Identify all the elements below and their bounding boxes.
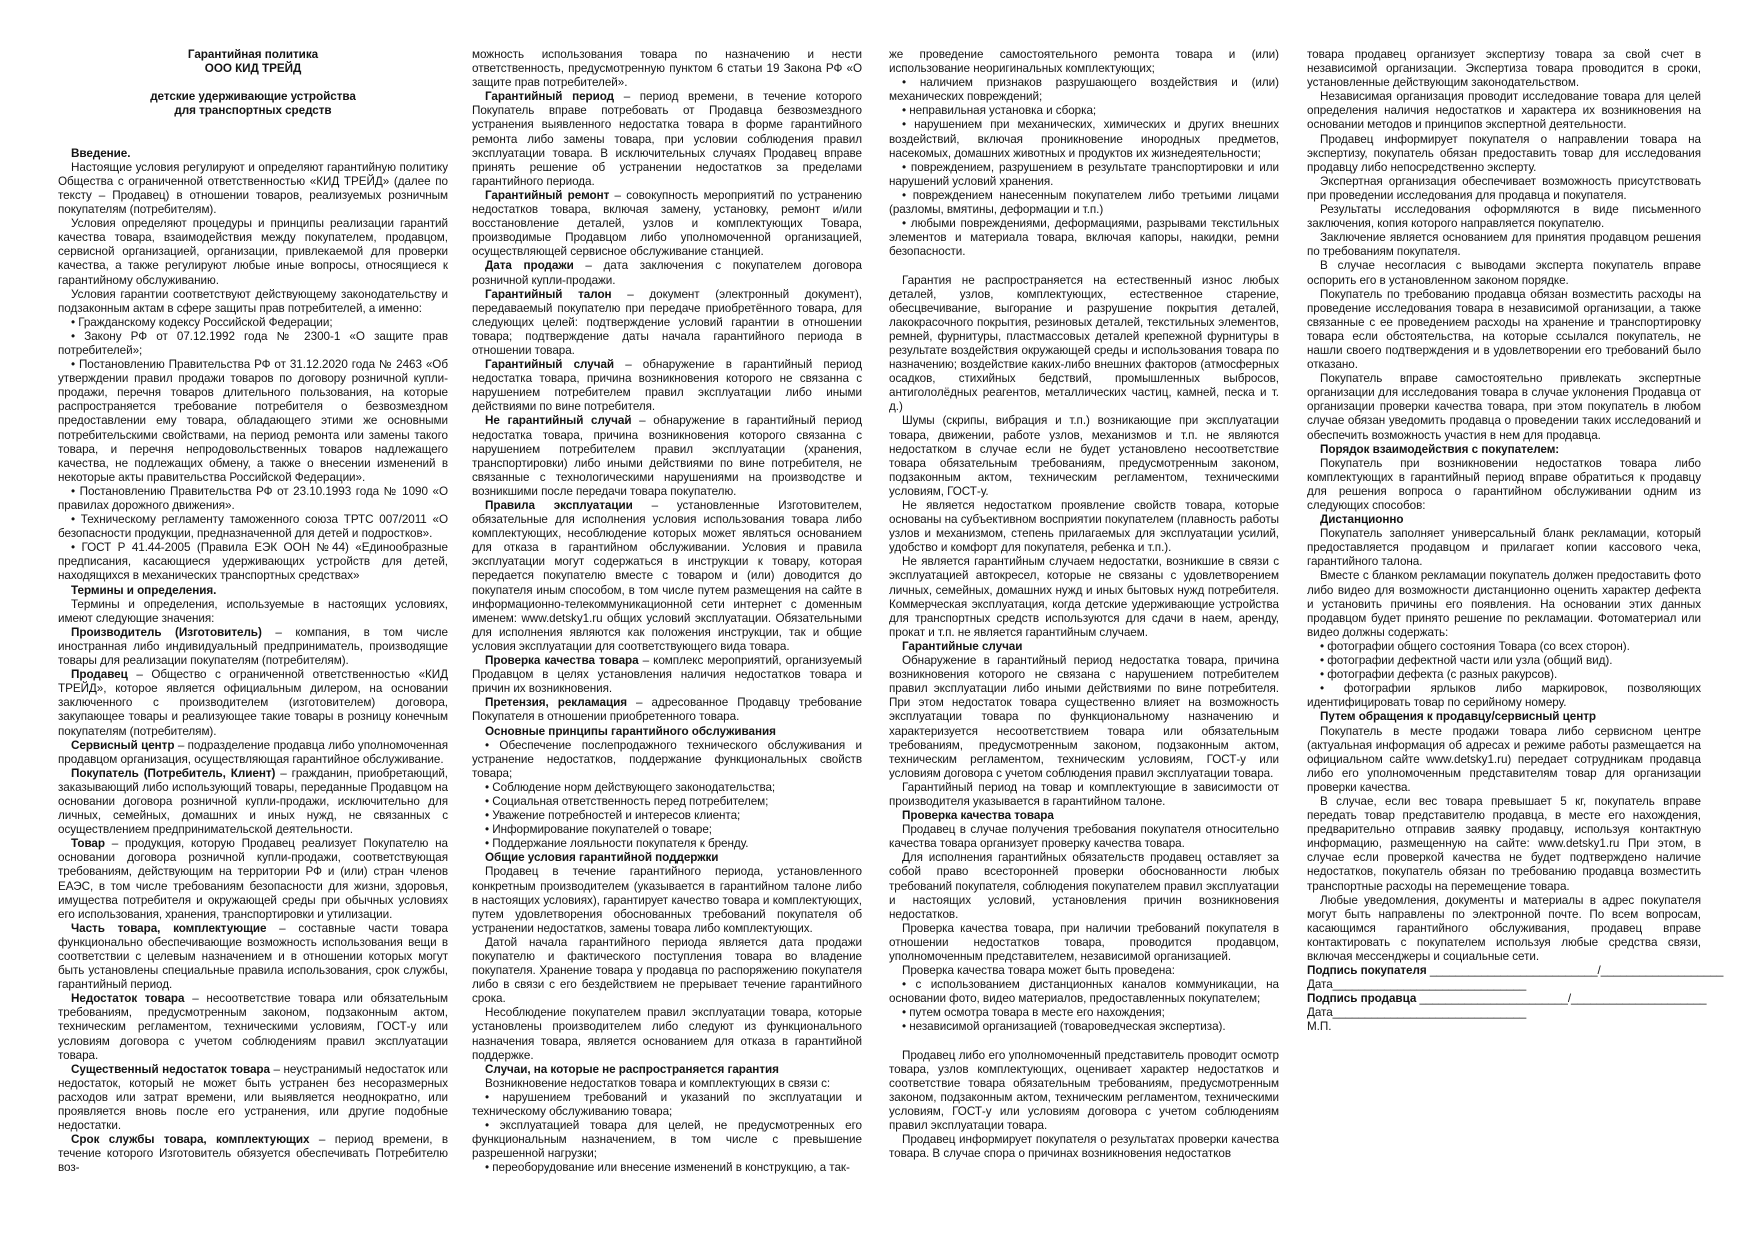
term-text: – компания, в том числе иностранная либо индивидуальный предприниматель, производящие товары для реализации покупателям (потребителям). xyxy=(58,625,448,668)
term-definition xyxy=(472,189,862,259)
paragraph: Для исполнения гарантийных обязательств продавец оставляет за собой право всесторонней проверки обоснованности любых требований покупателя, соблюдения покупателем правил эксплуатации и настоящих условий, установления причин возникновения недостатков. xyxy=(889,851,1279,921)
bullet-item: • повреждением нанесенным покупателем либо третьими лицами (разломы, вмятины, деформации и т.п.) xyxy=(889,188,1279,217)
bullet-item: • Поддержание лояльности покупателя к бренду. xyxy=(485,837,749,851)
term-text: – продукция, которую Продавец реализует Покупателю на основании договора розничной купли-продажи, соответствующая требованиям, действующим на территории РФ и (или) стран членов ЕАЭС, в том числе требованиям безопасности для жизни, здоровья, имущества потребителя и окружающей среды при обычных условиях его использования, хранения, транспортировки и утилизации. xyxy=(58,837,448,921)
term-name: Производитель (Изготовитель) xyxy=(71,625,262,639)
paragraph: Независимая организация проводит исследование товара для целей определения наличия недостатков и характера их возникновения на основании методов и принципов экспертной деятельности. xyxy=(1307,90,1701,132)
bullet-item: • путем осмотра товара в месте его нахождения; xyxy=(902,1006,1165,1020)
term-definition xyxy=(58,837,448,922)
term-text: – гражданин, приобретающий, заказывающий либо использующий товары, переданные Продавцом на основании договора розничной купли-продажи, исключительно для личных, семейных, домашних и иных нужд, не связанных с осуществлением предпринимательской деятельности. xyxy=(58,766,448,837)
term-name: Дата продажи xyxy=(485,259,574,273)
term-name: Срок службы товара, комплектующих xyxy=(71,1133,310,1147)
bullet-item: • нарушением при механических, химических и других внешних воздействий, включая проникновение инородных предметов, насекомых, домашних животных и продуктов их жизнедеятельности; xyxy=(889,118,1279,160)
vertical-gap xyxy=(58,133,448,147)
paragraph: Заключение является основанием для принятия продавцом решения по требованиям покупателя. xyxy=(1307,231,1701,259)
term-text: – период времени, в течение которого Покупатель вправе потребовать от Продавца безвозмездного устранения выявленного недостатка товара в форме гарантийного ремонта либо замены товара, при условии соблюдения правил эксплуатации товара. В исключительных случаях Продавец вправе принять решение об устранении недостатков за пределами гарантийного периода. xyxy=(472,90,863,188)
bullet-item: • неправильная установка и сборка; xyxy=(902,104,1097,118)
paragraph: Условия гарантии соответствуют действующему законодательству и подзаконным актам в сфере защиты прав потребителей, а именно: xyxy=(58,287,448,315)
term-definition xyxy=(472,90,862,189)
paragraph: Покупатель вправе самостоятельно привлекать экспертные организации для исследования товара в случае уклонения Продавца от организации проверки качества товара, при этом покупатель в любом случае обязан уведомить продавца о проведении таких исследований и обеспечить возможность участия в нем для продавца. xyxy=(1307,372,1701,442)
paragraph-continuation: же проведение самостоятельного ремонта товара и (или) использование неоригинальных комплектующих; xyxy=(889,48,1279,76)
term-name: Претензия, рекламация xyxy=(485,696,627,710)
vertical-gap xyxy=(58,76,448,90)
bullet-item: • Уважение потребностей и интересов клиента; xyxy=(485,809,741,823)
bullet-item: • ГОСТ Р 41.44-2005 (Правила ЕЭК ООН №44) «Единообразные предписания, касающиеся удерживающих устройств для детей, находящихся в механических транспортных средствах» xyxy=(58,541,448,583)
section-heading: Общие условия гарантийной поддержки xyxy=(485,851,719,865)
paragraph: Продавец информирует покупателя о результатах проверки качества товара. В случае спора о причинах возникновения недостатков xyxy=(889,1133,1279,1161)
signature-label: Подпись продавца xyxy=(1307,992,1420,1006)
paragraph: Термины и определения, используемые в настоящих условиях, имеют следующие значения: xyxy=(58,597,448,625)
document-title-line: детские удерживающие устройства xyxy=(150,90,356,104)
bullet-item: • независимой организацией (товароведческая экспертиза). xyxy=(902,1020,1226,1034)
paragraph: Продавец в случае получения требования покупателя относительно качества товара организует проверку качества товара. xyxy=(889,823,1279,851)
paragraph: Покупатель в месте продажи товара либо сервисном центре (актуальная информация об адресах и режиме работы размещается на официальном сайте www.detsky1.ru) передает сотрудникам продавца либо его уполномоченным представителям товар для организации проверки качества. xyxy=(1307,724,1701,794)
bullet-item: • любыми повреждениями, деформациями, разрывами текстильных элементов и материала товара, включая капоры, накидки, ремни безопасности. xyxy=(889,217,1279,259)
signature-label: Подпись покупателя xyxy=(1307,964,1430,978)
term-text: – несоответствие товара или обязательным требованиям, предусмотренным законом, подзаконным актом, техническим регламентом, техническими условиям, ГОСТ-у или условиям договора с учетом соблюдениям правил эксплуатации товара. xyxy=(58,992,449,1062)
term-text: – комплекс мероприятий, организуемый Продавцом в целях установления наличия недостатков товара и причин их возникновения. xyxy=(472,654,862,696)
paragraph: Проверка качества товара, при наличии требований покупателя в отношении недостатков товара, проводится продавцом, уполномоченным представителем, независимой организацией. xyxy=(889,921,1279,963)
paragraph: Продавец в течение гарантийного периода, установленного конкретным производителем (указывается в гарантийном талоне либо в настоящих условиях), гарантирует качество товара и комплектующих, путем удовлетворения обоснованных требований покупателя об устранении недостатков, замены товара либо комплектующих. xyxy=(472,865,862,935)
paragraph: Датой начала гарантийного периода является дата продажи покупателю и фактического поступления товара во владение покупателя. Хранение товара у продавца по распоряжению покупателя либо в связи с его бездействием не прерывает течение гарантийного срока. xyxy=(472,935,862,1006)
term-definition xyxy=(58,626,448,668)
paragraph: Покупатель заполняет универсальный бланк рекламации, который предоставляется продавцом и прилагает копии кассового чека, гарантийного талона. xyxy=(1307,527,1701,569)
bullet-item: • Социальная ответственность перед потребителем; xyxy=(485,794,769,808)
term-definition xyxy=(58,1133,448,1175)
bullet-item: • Постановлению Правительства РФ от 31.12.2020 года № 2463 «Об утверждении правил продажи товаров по договору розничной купли-продажи, перечня товаров длительного пользования, на которые распространяется требование потребителя о безвозмездном предоставлении ему товара, обладающего этими же основными потребительскими свойствами, на период ремонта или замены такого товара, и перечня непродовольственных товаров надлежащего качества, не подлежащих обмену, а также о внесении изменений в некоторые акты правительства Российской Федерации». xyxy=(58,358,448,484)
term-text: – обнаружение в гарантийный период недостатка товара, причина возникновения которого не связанна с нарушением потребителем правил эксплуатации либо иными действиями по вине потребителя. xyxy=(472,358,863,414)
term-text: – документ (электронный документ), передаваемый покупателю при передаче приобретённого товара, для следующих целей: подтверждение условий гарантии в отношении товара; подтверждение даты начала гарантийного периода в отношении товара. xyxy=(472,287,862,357)
signature-line xyxy=(1307,964,1724,978)
term-name: Проверка качества товара xyxy=(485,654,639,668)
document-title-line: Гарантийная политика xyxy=(187,48,319,61)
bullet-item: • эксплуатацией товара для целей, не предусмотренных его функциональным назначением, в том числе с превышение разрешенной нагрузки; xyxy=(472,1119,862,1161)
bullet-item: • Постановлению Правительства РФ от 23.10.1993 года № 1090 «О правилах дорожного движения». xyxy=(58,484,448,512)
paragraph: Обнаружение в гарантийный период недостатка товара, причина возникновения которого не связана с нарушением потребителем правил эксплуатации либо иными действиями по вине потребителя. При этом недостаток товара существенно влияет на возможность эксплуатации товара по функциональному назначению и характеризуется несоответствием товара или обязательным требованиям, предусмотренным законом, подзаконным актом, техническим регламентом, техническим условиям, ГОСТ-у или условиям договора с учетом соблюдения правил эксплуатации товара. xyxy=(889,654,1279,780)
term-text: – совокупность мероприятий по устранению недостатков товара, включая замену, установку, ремонт и/или восстановление деталей, узлов и комплектующих Товара, производимые Продавцом либо уполномоченной организацией, осуществляющей сервисное обслуживание станцией. xyxy=(472,188,862,259)
term-name: Недостаток товара xyxy=(71,992,185,1006)
form-line: М.П. xyxy=(1307,1020,1332,1034)
document-title-line: ООО КИД ТРЕЙД xyxy=(204,62,302,76)
section-heading: Основные принципы гарантийного обслуживания xyxy=(485,724,776,738)
bullet-item: • Информирование покупателей о товаре; xyxy=(485,823,712,837)
paragraph: Гарантия не распространяется на естественный износ любых деталей, узлов, комплектующих, естественное старение, обесцвечивание, выгорание и разрушение покрытия деталей, лакокрасочного покрытия, резиновых деталей, текстильных элементов, ремней, фурнитуры, пластмассовых деталей крепежной фурнитуры в результате воздействия окружающей среды и использования товара по назначению; воздействие каких-либо внешних факторов (атмосферных осадков, стихийных бедствий, промышленных выбросов, антигололёдных реагентов, металлических частиц, камней, песка и т. д.) xyxy=(889,273,1279,414)
paragraph: Не является недостатком проявление свойств товара, которые основаны на субъективном восприятии покупателем (плавность работы узлов и механизмом, степень прилагаемых для эксплуатации усилий, удобство и комфорт для покупателя, ребенка и т.п.). xyxy=(889,499,1279,555)
form-line: Дата______________________________ xyxy=(1307,1006,1527,1020)
term-text: – дата заключения с покупателем договора розничной купли-продажи. xyxy=(472,259,862,287)
text-column-2 xyxy=(472,48,862,1176)
term-name: Часть товара, комплектующие xyxy=(71,921,267,935)
term-name: Не гарантийный случай xyxy=(485,414,632,428)
section-heading: Путем обращения к продавцу/сервисный центр xyxy=(1320,710,1596,724)
bullet-item: • Закону РФ от 07.12.1992 года № 2300-1 «О защите прав потребителей»; xyxy=(58,329,448,357)
bullet-item: • переоборудование или внесение изменений в конструкцию, а так- xyxy=(485,1161,850,1175)
signature-rule: _______________________/_____________________ xyxy=(1419,992,1707,1006)
paragraph: Вместе с бланком рекламации покупатель должен предоставить фото либо видео для возможности дистанционно оценить характер дефекта и установить причины его появления. На основании этих данных продавцом будет принято решение по рекламации. Фотоматериал или видео должны содержать: xyxy=(1307,569,1701,639)
term-name: Покупатель (Потребитель, Клиент) xyxy=(71,766,276,780)
paragraph: Покупатель по требованию продавца обязан возместить расходы на проведение исследования товара в независимой организации, а также связанные с ее проведением расходы на хранение и транспортировку товара если обстоятельства, на которые ссылался покупатель, не нашли своего подтверждения и в удовлетворении его требований было отказано. xyxy=(1307,287,1701,372)
text-column-3 xyxy=(889,48,1279,1161)
section-heading: Случаи, на которые не распространяется гарантия xyxy=(485,1062,779,1076)
paragraph: Условия определяют процедуры и принципы реализации гарантий качества товара, взаимодействия между покупателем, продавцом, сервисной организацией, организации, привлекаемой для проверки качества, а также регулируют любые иные вопросы, относящиеся к гарантийному обслуживанию. xyxy=(58,217,448,287)
paragraph: Возникновение недостатков товара и комплектующих в связи с: xyxy=(485,1076,831,1090)
vertical-gap xyxy=(889,1035,1279,1049)
term-text: – неустранимый недостаток или недостаток, который не может быть устранен без несоразмерных расходов или затрат времени, или выявляется неоднократно, или проявляется вновь после его устранения, или другие подобные недостатки. xyxy=(58,1062,448,1133)
paragraph: Любые уведомления, документы и материалы в адрес покупателя могут быть направлены по электронной почте. По всем вопросам, касающимся гарантийного обслуживания, продавец вправе контактировать с покупателем используя любые средства связи, включая мессенджеры и социальные сети. xyxy=(1307,893,1701,963)
bullet-item: • Обеспечение послепродажного технического обслуживания и устранение недостатков, поддержание функциональных свойств товара; xyxy=(472,738,862,780)
term-definition xyxy=(472,654,862,696)
term-name: Гарантийный талон xyxy=(485,287,612,301)
signature-line xyxy=(1307,992,1707,1006)
term-name: Гарантийный ремонт xyxy=(485,188,610,202)
document-title-line: для транспортных средств xyxy=(174,104,332,118)
text-column-1 xyxy=(58,48,448,1176)
term-text: – Общество с ограниченной ответственностью «КИД ТРЕЙД», которое является официальным дилером, на основании заключенного с производителем (изготовителем) договора, закупающее товары и реализующее такие товары в розницу конечным покупателям (потребителям). xyxy=(58,668,448,738)
section-heading: Проверка качества товара xyxy=(902,809,1054,823)
bullet-item: • Гражданскому кодексу Российской Федерации; xyxy=(71,315,333,329)
term-name: Продавец xyxy=(71,668,128,682)
bullet-item: • фотографии дефекта (с разных ракурсов). xyxy=(1320,668,1558,682)
term-name: Правила эксплуатации xyxy=(485,499,633,512)
term-definition xyxy=(58,1063,448,1133)
paragraph: В случае, если вес товара превышает 5 кг, покупатель вправе передать товар представителю продавца, в месте его нахождения, предварительно отправив заявку продавцу, используя контактную информацию, размещенную на сайте: www.detsky1.ru При этом, в случае если проверкой качества не будет подтверждено наличие недостатков, покупатель обязан по требованию продавца возместить транспортные расходы на перемещение товара. xyxy=(1307,794,1701,893)
term-text: – подразделение продавца либо уполномоченная продавцом организация, осуществляющая гарантийное обслуживание. xyxy=(58,738,448,766)
term-text: – обнаружение в гарантийный период недостатка товара, причина возникновения которого связанна с нарушением потребителем правил эксплуатации (хранения, транспортировки) либо иными действиями по вине потребителя, не связанные с технологическими нарушениями на производстве и возникшими после передачи товара покупателю. xyxy=(472,414,862,498)
paragraph: Проверка качества товара может быть проведена: xyxy=(902,964,1175,978)
form-line: Дата______________________________ xyxy=(1307,978,1527,992)
term-definition xyxy=(472,288,862,358)
paragraph: Шумы (скрипы, вибрация и т.п.) возникающие при эксплуатации товара, движении, работе узлов, механизмов и т.п. не являются недостатком в случае если не будет установлено несоответствие товара обязательным требованиям, предусмотренным законом, подзаконным актом, техническим регламентом, техническими условиям, ГОСТ-у. xyxy=(889,414,1279,498)
term-name: Существенный недостаток товара xyxy=(71,1062,270,1076)
paragraph: В случае несогласия с выводами эксперта покупатель вправе оспорить его в установленном законом порядке. xyxy=(1307,259,1701,287)
term-definition xyxy=(58,739,448,767)
section-heading: Порядок взаимодействия с покупателем: xyxy=(1320,442,1560,456)
term-name: Товар xyxy=(71,837,105,851)
bullet-item: • Техническому регламенту таможенного союза ТРТС 007/2011 «О безопасности продукции, предназначенной для детей и подростков». xyxy=(58,513,448,541)
term-definition xyxy=(472,358,862,414)
sub-section-heading: Дистанционно xyxy=(1320,513,1404,527)
paragraph-continuation: товара продавец организует экспертизу товара за свой счет в независимой организации. Экспертиза товара проводится в сроки, установленные действующим законодательством. xyxy=(1307,48,1701,90)
paragraph: Гарантийный период на товар и комплектующие в зависимости от производителя указывается в гарантийном талоне. xyxy=(889,780,1279,808)
term-definition xyxy=(472,414,862,499)
term-name: Гарантийный случай xyxy=(485,358,615,372)
bullet-item: • наличием признаков разрушающего воздействия и (или) механических повреждений; xyxy=(889,76,1279,104)
section-heading: Гарантийные случаи xyxy=(902,639,1023,653)
term-definition xyxy=(58,992,448,1062)
bullet-item: • Соблюдение норм действующего законодательства; xyxy=(485,780,776,794)
paragraph: Несоблюдение покупателем правил эксплуатации товара, которые установлены производителем либо следуют из функционального назначения товара, является основанием для отказа в гарантийной поддержке. xyxy=(472,1006,862,1062)
bullet-item: • фотографии общего состояния Товара (со всех сторон). xyxy=(1320,639,1630,653)
paragraph: Продавец либо его уполномоченный представитель проводит осмотр товара, узлов комплектующих, оценивает характер недостатков и соответствие товара обязательным требованиям, предусмотренным законом, подзаконным актом, техническим регламентом, техническими условиям, ГОСТ-у или условиям договора с учетом соблюдениям правил эксплуатации товара. xyxy=(889,1048,1279,1133)
bullet-item: • нарушением требований и указаний по эксплуатации и техническому обслуживанию товара; xyxy=(472,1090,862,1119)
term-text: – установленные Изготовителем, обязательные для исполнения условия использования товара либо комплектующих, несоблюдение которых может являться основанием для отказа в гарантийном обслуживании. Условия и правила эксплуатации могут содержаться в инструкции к товару, которая передается покупателю вместе с товаром и (или) доводится до покупателя иным способом, в том числе путем размещения на сайте в информационно-телекоммуникационной сети интернет с доменным именем: www.detsky1.ru общих условий эксплуатации. Обязательными для исполнения являются как положения инструкции, так и общие условия эксплуатации для соответствующего вида товара. xyxy=(472,499,862,653)
paragraph: Экспертная организация обеспечивает возможность присутствовать при проведении исследования для продавца и покупателя. xyxy=(1307,174,1701,202)
paragraph: Покупатель при возникновении недостатков товара либо комплектующих в гарантийный период вправе обратиться к продавцу для решения вопроса о гарантийном обслуживании одним из следующих способов: xyxy=(1307,456,1701,512)
term-definition xyxy=(472,696,862,724)
paragraph: Настоящие условия регулируют и определяют гарантийную политику Общества с ограниченной ответственностью «КИД ТРЕЙД» (далее по тексту – Продавец) в отношении товаров, реализуемых розничным покупателям (потребителям). xyxy=(58,160,448,217)
text-column-4 xyxy=(1307,48,1724,1035)
paragraph-continuation: можность использования товара по назначению и нести ответственность, предусмотренную пунктом 6 статьи 19 Закона РФ «О защите прав потребителей». xyxy=(472,48,862,90)
section-heading: Введение. xyxy=(71,146,131,160)
paragraph: Результаты исследования оформляются в виде письменного заключения, копия которого направляется покупателю. xyxy=(1307,203,1701,231)
section-heading: Термины и определения. xyxy=(71,583,217,597)
signature-rule: __________________________/___________________ xyxy=(1429,964,1724,978)
term-definition xyxy=(472,259,862,287)
bullet-item: • фотографии ярлыков либо маркировок, позволяющих идентифицировать товар по серийному номеру. xyxy=(1307,682,1701,710)
term-text: – составные части товара функционально обеспечивающие возможность использования вещи в соответствии с целевым назначением и в отношении которых могут быть установлены специальные правила использования, срок службы, гарантийный период. xyxy=(58,921,448,992)
paragraph: Не является гарантийным случаем недостатки, возникшие в связи с эксплуатацией автокресел, которые не связаны с удовлетворением личных, семейных, домашних нужд и иных бытовых нужд потребителя. Коммерческая эксплуатация, когда детские удерживающие устройства для транспортных средств используются для сдачи в наем, аренду, прокат и т.п. не является гарантийным случаем. xyxy=(889,555,1279,639)
term-definition xyxy=(472,499,862,654)
term-text: – адресованное Продавцу требование Покупателя в отношении приобретенного товара. xyxy=(472,696,862,724)
bullet-item: • повреждением, разрушением в результате транспортировки и или нарушений условий хранения. xyxy=(889,160,1279,188)
term-definition xyxy=(58,767,448,837)
term-definition xyxy=(58,668,448,738)
bullet-item: • с использованием дистанционных каналов коммуникации, на основании фото, видео материалов, предоставленных покупателем; xyxy=(889,978,1279,1006)
paragraph: Продавец информирует покупателя о направлении товара на экспертизу, покупатель обязан предоставить товар для исследования продавцу либо непосредственно эксперту. xyxy=(1307,132,1701,174)
term-name: Сервисный центр xyxy=(71,738,175,752)
term-text: – период времени, в течение которого Изготовитель обязуется обеспечивать Потребителю воз- xyxy=(58,1133,449,1175)
bullet-item: • фотографии дефектной части или узла (общий вид). xyxy=(1320,654,1613,668)
term-definition xyxy=(58,922,448,992)
vertical-gap xyxy=(889,259,1279,273)
vertical-gap xyxy=(58,118,448,132)
term-name: Гарантийный период xyxy=(485,90,615,104)
